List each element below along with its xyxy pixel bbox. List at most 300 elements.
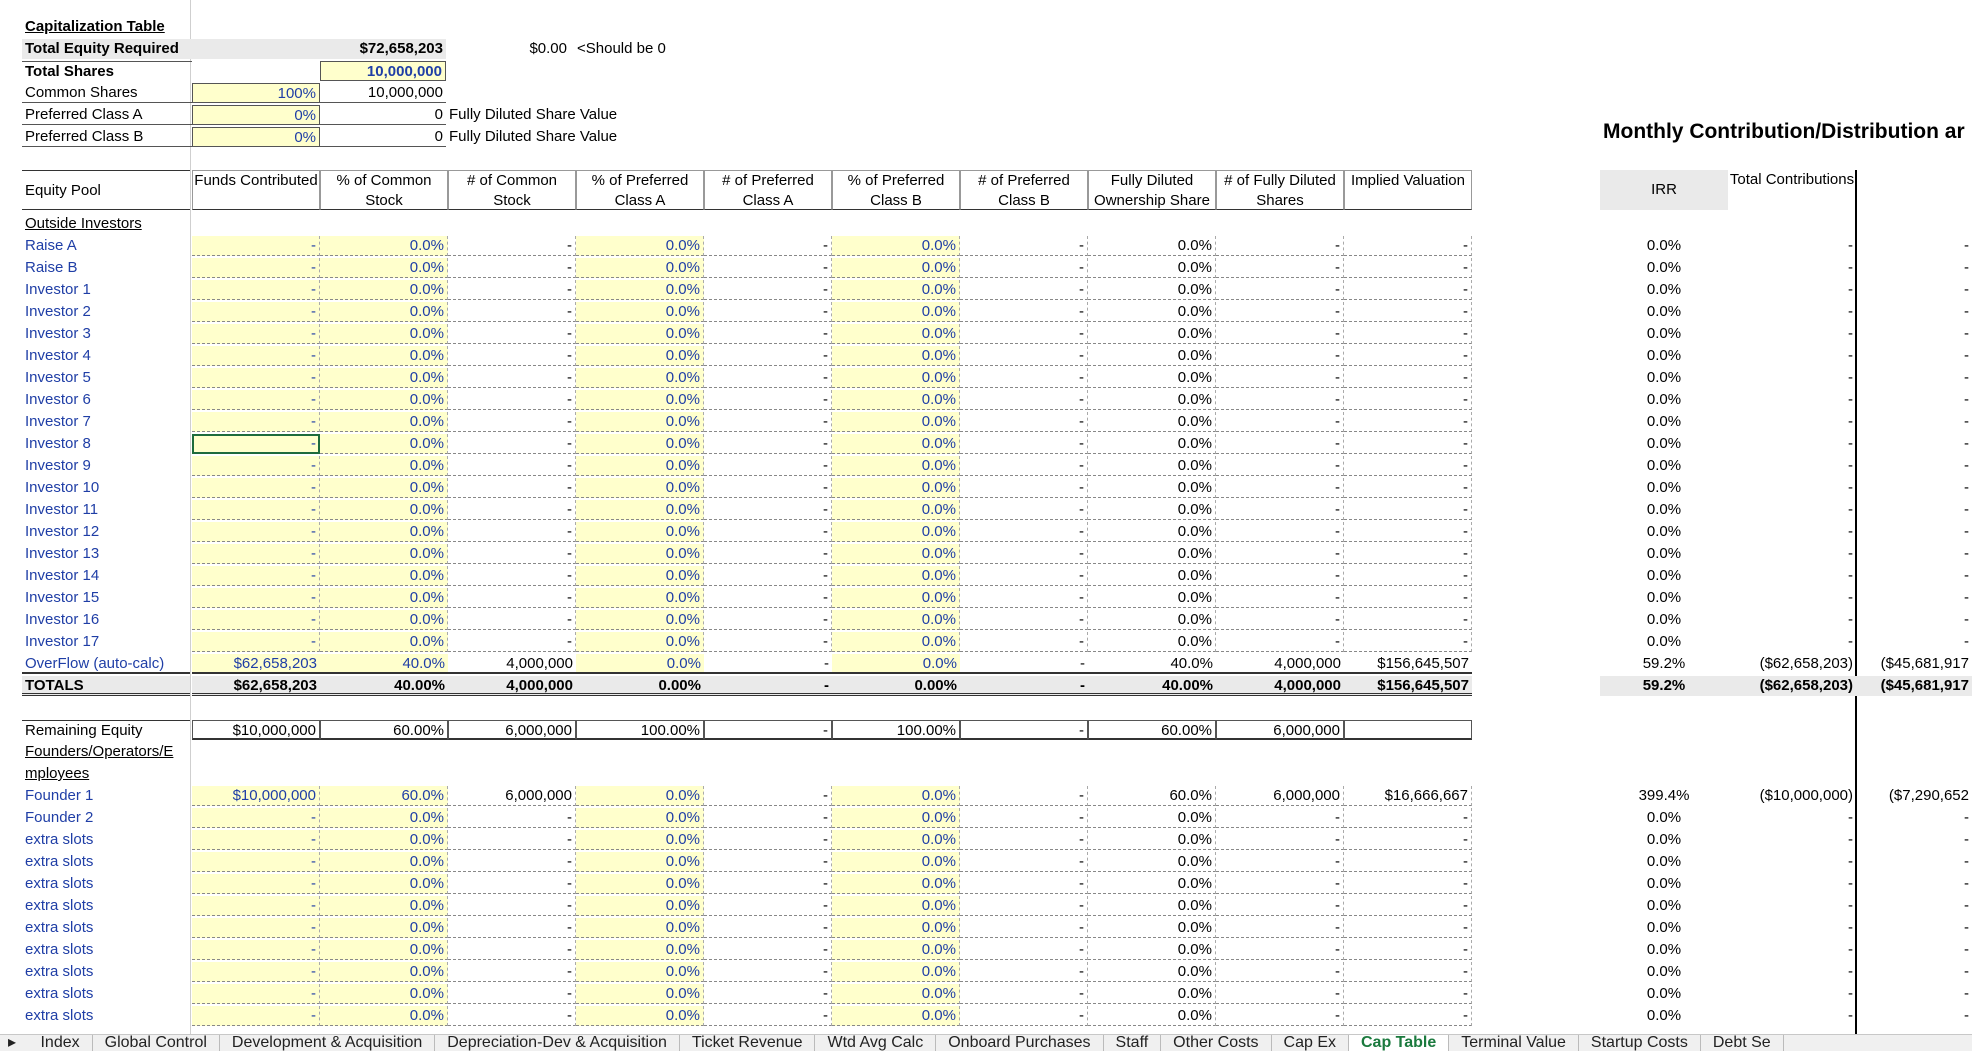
table-cell: - <box>448 588 576 608</box>
sheet-tab[interactable]: Terminal Value <box>1449 1035 1579 1051</box>
table-cell[interactable]: 0.0% <box>832 786 960 806</box>
table-cell: - <box>448 302 576 322</box>
row-label[interactable]: OverFlow (auto-calc) <box>22 654 190 674</box>
table-cell[interactable]: 0.0% <box>320 874 448 894</box>
table-cell: - <box>704 280 832 300</box>
table-cell: - <box>1216 412 1344 432</box>
table-cell[interactable]: 0.0% <box>832 830 960 850</box>
column-header: Fully Diluted Ownership Share <box>1088 170 1216 210</box>
table-cell[interactable]: 0.0% <box>832 412 960 432</box>
distribution-cell: - <box>1964 875 1969 892</box>
table-cell[interactable]: 0.0% <box>320 940 448 960</box>
table-cell[interactable]: 0.0% <box>576 852 704 872</box>
table-cell[interactable]: 0.0% <box>576 434 704 454</box>
table-cell: - <box>1216 500 1344 520</box>
table-cell[interactable]: - <box>192 940 320 960</box>
table-cell: - <box>704 720 832 740</box>
table-cell[interactable]: 0.0% <box>320 830 448 850</box>
summary-row-pct[interactable]: 100% <box>192 83 320 103</box>
column-header: # of Fully Diluted Shares <box>1216 170 1344 210</box>
table-cell: - <box>1344 390 1472 410</box>
table-cell[interactable]: 0.0% <box>320 588 448 608</box>
table-cell: 0.0% <box>1088 830 1216 850</box>
table-cell[interactable]: 0.0% <box>832 896 960 916</box>
table-cell[interactable]: 0.0% <box>832 1006 960 1026</box>
table-cell[interactable]: - <box>192 588 320 608</box>
distribution-cell: - <box>1964 919 1969 936</box>
distribution-cell: - <box>1964 831 1969 848</box>
row-label[interactable]: Investor 9 <box>25 457 91 474</box>
table-cell[interactable]: 0.0% <box>320 544 448 564</box>
table-cell[interactable]: 0.0% <box>320 346 448 366</box>
table-cell[interactable]: - <box>192 874 320 894</box>
table-cell: 0.0% <box>1088 962 1216 982</box>
table-cell[interactable]: 0.0% <box>320 808 448 828</box>
table-cell: - <box>1344 346 1472 366</box>
table-cell: 0.00% <box>576 676 704 696</box>
table-cell[interactable]: 0.0% <box>576 830 704 850</box>
table-cell: 4,000,000 <box>448 676 576 696</box>
sheet-tab[interactable]: Onboard Purchases <box>936 1035 1103 1051</box>
distribution-cell: - <box>1964 963 1969 980</box>
table-cell: - <box>960 588 1088 608</box>
sheet-tab[interactable]: Development & Acquisition <box>220 1035 435 1051</box>
table-cell[interactable]: 0.0% <box>576 500 704 520</box>
table-cell: $62,658,203 <box>192 676 320 696</box>
table-cell[interactable]: 0.0% <box>320 236 448 256</box>
table-cell: - <box>1344 434 1472 454</box>
table-cell[interactable]: 0.0% <box>576 280 704 300</box>
table-cell[interactable]: 0.0% <box>832 478 960 498</box>
table-cell: - <box>448 808 576 828</box>
table-cell[interactable]: - <box>192 962 320 982</box>
table-cell: - <box>704 302 832 322</box>
total-contribution-cell: - <box>1848 237 1853 254</box>
table-cell: - <box>704 390 832 410</box>
irr-cell: 0.0% <box>1646 853 1682 870</box>
table-cell[interactable]: - <box>192 236 320 256</box>
row-label[interactable]: Investor 16 <box>25 611 100 628</box>
table-cell[interactable]: 0.0% <box>832 522 960 542</box>
sheet-tab[interactable]: Index <box>28 1035 92 1051</box>
table-cell[interactable]: - <box>192 478 320 498</box>
table-cell[interactable]: 0.0% <box>832 324 960 344</box>
table-cell[interactable]: 0.0% <box>320 632 448 652</box>
table-cell[interactable]: - <box>192 1006 320 1026</box>
table-cell[interactable]: 0.0% <box>832 610 960 630</box>
table-cell[interactable]: 0.0% <box>320 280 448 300</box>
table-cell: - <box>960 280 1088 300</box>
irr-cell: 0.0% <box>1646 589 1682 606</box>
table-cell[interactable]: - <box>192 808 320 828</box>
table-cell[interactable]: 0.0% <box>320 918 448 938</box>
table-cell: - <box>704 236 832 256</box>
table-cell: 60.0% <box>1088 786 1216 806</box>
table-cell: - <box>448 346 576 366</box>
sheet-tab[interactable]: Global Control <box>93 1035 220 1051</box>
table-cell: - <box>704 940 832 960</box>
table-cell: - <box>960 984 1088 1004</box>
table-cell[interactable]: 0.0% <box>576 918 704 938</box>
table-cell[interactable]: - <box>192 434 320 454</box>
table-cell[interactable]: - <box>192 258 320 278</box>
table-cell: - <box>704 676 832 696</box>
table-cell[interactable]: 0.0% <box>320 390 448 410</box>
table-cell: - <box>1344 258 1472 278</box>
table-cell[interactable]: 0.0% <box>576 786 704 806</box>
table-cell[interactable]: - <box>192 896 320 916</box>
table-cell[interactable]: 0.0% <box>320 566 448 586</box>
table-cell[interactable]: - <box>192 324 320 344</box>
column-header: # of Common Stock <box>448 170 576 210</box>
table-cell[interactable]: 0.0% <box>576 588 704 608</box>
distribution-cell: - <box>1964 303 1969 320</box>
row-label[interactable]: Investor 10 <box>25 479 100 496</box>
table-cell: - <box>448 478 576 498</box>
table-cell: - <box>1344 522 1472 542</box>
table-cell[interactable]: 0.0% <box>320 258 448 278</box>
distribution-cell: ($45,681,917 <box>1880 655 1969 672</box>
table-cell: - <box>960 302 1088 322</box>
row-label[interactable]: extra slots <box>25 853 94 870</box>
table-cell: - <box>960 456 1088 476</box>
distribution-cell: - <box>1964 369 1969 386</box>
sheet-tab[interactable]: Cap Table <box>1349 1035 1449 1051</box>
table-cell: - <box>1344 236 1472 256</box>
table-cell: - <box>704 984 832 1004</box>
table-cell <box>1344 720 1472 740</box>
sheet-tab[interactable]: Other Costs <box>1161 1035 1271 1051</box>
row-label[interactable]: Investor 11 <box>25 501 99 518</box>
table-cell[interactable]: 0.0% <box>576 346 704 366</box>
table-cell: - <box>1216 566 1344 586</box>
table-cell: - <box>448 1006 576 1026</box>
table-cell[interactable]: 0.0% <box>320 500 448 520</box>
table-cell: - <box>960 896 1088 916</box>
table-cell[interactable]: - <box>192 346 320 366</box>
table-cell[interactable]: 0.0% <box>832 236 960 256</box>
table-cell: - <box>704 588 832 608</box>
table-cell: - <box>704 258 832 278</box>
row-label[interactable]: Investor 2 <box>25 303 91 320</box>
table-cell: - <box>704 544 832 564</box>
table-cell[interactable]: - <box>192 390 320 410</box>
table-cell[interactable]: 0.0% <box>832 280 960 300</box>
table-cell[interactable]: 0.0% <box>832 368 960 388</box>
table-cell[interactable]: 0.0% <box>320 434 448 454</box>
row-label[interactable]: extra slots <box>25 919 94 936</box>
table-cell[interactable]: 0.0% <box>576 1006 704 1026</box>
row-label[interactable]: Investor 17 <box>25 633 100 650</box>
table-cell: - <box>1344 412 1472 432</box>
irr-cell: 0.0% <box>1646 303 1682 320</box>
table-cell: 0.0% <box>1088 522 1216 542</box>
table-cell: $10,000,000 <box>192 720 320 740</box>
table-cell[interactable]: 0.0% <box>576 236 704 256</box>
table-cell[interactable]: 0.0% <box>576 412 704 432</box>
table-cell[interactable]: 0.0% <box>576 302 704 322</box>
summary-row-pct[interactable]: 0% <box>192 127 320 147</box>
total-contribution-cell: - <box>1848 545 1853 562</box>
table-cell[interactable]: 0.0% <box>832 434 960 454</box>
table-cell: - <box>1344 588 1472 608</box>
table-cell[interactable]: - <box>192 522 320 542</box>
table-cell: - <box>1216 896 1344 916</box>
row-label[interactable]: extra slots <box>25 875 94 892</box>
table-cell[interactable]: 0.0% <box>576 456 704 476</box>
table-cell[interactable]: 0.0% <box>576 896 704 916</box>
row-label[interactable]: Founder 2 <box>25 809 94 826</box>
table-cell: - <box>1344 280 1472 300</box>
table-cell: - <box>1344 368 1472 388</box>
table-cell[interactable]: 0.0% <box>576 258 704 278</box>
table-cell[interactable]: 0.0% <box>832 258 960 278</box>
total-shares-value[interactable]: 10,000,000 <box>320 61 446 81</box>
table-cell[interactable]: 0.0% <box>320 478 448 498</box>
table-cell[interactable]: 0.0% <box>320 412 448 432</box>
distribution-cell: - <box>1964 457 1969 474</box>
total-contribution-cell: - <box>1848 369 1853 386</box>
table-cell: - <box>448 324 576 344</box>
row-label[interactable]: Raise B <box>25 259 78 276</box>
summary-row-note: Fully Diluted Share Value <box>449 128 618 145</box>
table-cell[interactable]: 0.0% <box>320 1006 448 1026</box>
row-label[interactable]: Investor 12 <box>25 523 100 540</box>
total-contribution-cell: - <box>1848 611 1853 628</box>
table-cell[interactable]: 0.0% <box>576 632 704 652</box>
table-cell[interactable]: 0.0% <box>832 874 960 894</box>
table-cell[interactable]: 0.0% <box>832 808 960 828</box>
total-contribution-cell: ($62,658,203) <box>1759 655 1853 672</box>
table-cell: - <box>1344 610 1472 630</box>
section-founders-cont: mployees <box>25 765 90 782</box>
sheet-tab[interactable]: Cap Ex <box>1272 1035 1349 1051</box>
table-cell: - <box>1216 368 1344 388</box>
total-contribution-cell: - <box>1848 391 1853 408</box>
table-cell[interactable]: - <box>192 566 320 586</box>
table-cell[interactable]: 0.0% <box>832 852 960 872</box>
table-cell[interactable]: 0.0% <box>320 984 448 1004</box>
table-cell: - <box>1216 434 1344 454</box>
table-cell: 0.0% <box>1088 456 1216 476</box>
side-panel-title: Monthly Contribution/Distribution ar <box>1603 120 1965 143</box>
table-cell: - <box>1344 500 1472 520</box>
table-cell: - <box>1216 852 1344 872</box>
total-contribution-cell: - <box>1848 941 1853 958</box>
table-cell[interactable]: 0.0% <box>832 632 960 652</box>
table-cell[interactable]: 0.0% <box>576 478 704 498</box>
table-cell: - <box>1216 544 1344 564</box>
row-label[interactable]: extra slots <box>25 831 94 848</box>
row-label[interactable]: Investor 7 <box>25 413 91 430</box>
table-cell[interactable]: 0.0% <box>576 808 704 828</box>
tab-scroll-icon[interactable]: ▸ <box>8 1034 17 1051</box>
table-cell: - <box>960 676 1088 696</box>
table-cell: - <box>1216 918 1344 938</box>
table-cell[interactable]: - <box>192 368 320 388</box>
table-cell[interactable]: 0.0% <box>320 610 448 630</box>
irr-cell: 0.0% <box>1646 831 1682 848</box>
irr-cell: 0.0% <box>1646 347 1682 364</box>
total-contribution-cell: - <box>1848 985 1853 1002</box>
row-label[interactable]: extra slots <box>25 1007 94 1024</box>
table-cell[interactable]: 0.0% <box>832 566 960 586</box>
table-cell[interactable]: 0.0% <box>320 302 448 322</box>
table-cell: - <box>960 786 1088 806</box>
table-cell: 0.0% <box>1088 984 1216 1004</box>
irr-cell: 0.0% <box>1646 523 1682 540</box>
irr-cell: 0.0% <box>1646 259 1682 276</box>
row-label[interactable]: Founder 1 <box>25 787 94 804</box>
table-cell[interactable]: - <box>192 544 320 564</box>
table-cell[interactable]: 0.0% <box>832 962 960 982</box>
table-cell[interactable]: 60.0% <box>320 786 448 806</box>
row-label[interactable]: extra slots <box>25 941 94 958</box>
row-label[interactable]: Investor 8 <box>25 435 91 452</box>
table-cell: 0.0% <box>1088 874 1216 894</box>
total-contribution-cell: - <box>1848 633 1853 650</box>
table-cell[interactable]: 0.0% <box>576 522 704 542</box>
table-cell[interactable]: 0.0% <box>832 500 960 520</box>
table-cell[interactable]: 0.0% <box>320 522 448 542</box>
table-cell: - <box>704 610 832 630</box>
table-cell: - <box>1216 302 1344 322</box>
table-cell[interactable]: 0.0% <box>320 896 448 916</box>
total-contribution-cell: - <box>1848 853 1853 870</box>
irr-cell: 0.0% <box>1646 963 1682 980</box>
sheet-tab[interactable]: Debt Se <box>1701 1035 1784 1051</box>
table-cell: - <box>1216 236 1344 256</box>
table-cell: - <box>448 236 576 256</box>
distribution-cell: - <box>1964 897 1969 914</box>
row-label[interactable]: Investor 4 <box>25 347 91 364</box>
table-cell[interactable]: 0.0% <box>576 566 704 586</box>
table-cell: - <box>1344 456 1472 476</box>
table-cell[interactable]: 0.0% <box>832 918 960 938</box>
table-cell: - <box>448 368 576 388</box>
table-cell: - <box>704 896 832 916</box>
table-cell: - <box>448 522 576 542</box>
table-cell: - <box>1216 456 1344 476</box>
table-cell[interactable]: - <box>192 852 320 872</box>
table-cell[interactable]: - <box>192 280 320 300</box>
row-label[interactable]: Investor 13 <box>25 545 100 562</box>
row-label[interactable]: Investor 5 <box>25 369 91 386</box>
table-cell[interactable]: 0.0% <box>576 984 704 1004</box>
total-equity-value: $72,658,203 <box>192 39 446 59</box>
table-cell[interactable]: - <box>192 984 320 1004</box>
table-cell: - <box>1216 522 1344 542</box>
summary-row-pct[interactable]: 0% <box>192 105 320 125</box>
table-cell[interactable]: 0.0% <box>576 368 704 388</box>
table-cell[interactable]: 0.0% <box>832 588 960 608</box>
table-cell[interactable]: 0.0% <box>576 390 704 410</box>
table-cell: 0.0% <box>1088 478 1216 498</box>
table-cell[interactable]: - <box>192 610 320 630</box>
table-cell[interactable]: 0.0% <box>320 962 448 982</box>
table-cell: - <box>704 434 832 454</box>
table-cell[interactable]: 0.0% <box>832 390 960 410</box>
table-cell[interactable]: - <box>192 412 320 432</box>
table-cell[interactable]: 0.0% <box>320 368 448 388</box>
table-cell[interactable]: 0.0% <box>576 610 704 630</box>
table-cell: 100.00% <box>832 720 960 740</box>
table-cell[interactable]: - <box>192 632 320 652</box>
table-cell[interactable]: $10,000,000 <box>192 786 320 806</box>
row-label[interactable]: extra slots <box>25 985 94 1002</box>
table-cell[interactable]: 0.0% <box>832 544 960 564</box>
irr-cell: 0.0% <box>1646 435 1682 452</box>
total-contribution-cell: - <box>1848 831 1853 848</box>
table-cell[interactable]: - <box>192 456 320 476</box>
total-contribution-cell: - <box>1848 919 1853 936</box>
table-cell: 0.0% <box>1088 940 1216 960</box>
row-label[interactable]: Investor 1 <box>25 281 91 298</box>
table-cell[interactable]: 0.0% <box>320 324 448 344</box>
sheet-tab[interactable]: Startup Costs <box>1579 1035 1701 1051</box>
row-label[interactable]: Investor 14 <box>25 567 100 584</box>
table-cell[interactable]: 0.0% <box>320 852 448 872</box>
summary-row-value: 10,000,000 <box>320 83 446 103</box>
distribution-cell: - <box>1964 545 1969 562</box>
table-cell[interactable]: 40.0% <box>320 654 448 674</box>
irr-cell: 59.2% <box>1600 676 1728 696</box>
table-cell: - <box>960 632 1088 652</box>
table-cell: - <box>960 610 1088 630</box>
row-label[interactable]: Investor 3 <box>25 325 91 342</box>
row-label[interactable]: Investor 6 <box>25 391 91 408</box>
table-cell[interactable]: - <box>192 500 320 520</box>
table-cell[interactable]: 0.0% <box>832 654 960 674</box>
table-cell[interactable]: 0.0% <box>576 544 704 564</box>
summary-row-value: 0 <box>320 105 446 125</box>
table-cell[interactable]: 0.0% <box>832 940 960 960</box>
table-cell[interactable]: 0.0% <box>832 984 960 1004</box>
table-cell: 0.0% <box>1088 544 1216 564</box>
total-contribution-cell: ($10,000,000) <box>1759 787 1853 804</box>
total-contribution-cell: - <box>1848 897 1853 914</box>
column-header: % of Preferred Class A <box>576 170 704 210</box>
table-cell[interactable]: - <box>192 918 320 938</box>
sheet-tab[interactable]: Ticket Revenue <box>680 1035 816 1051</box>
table-cell[interactable]: 0.0% <box>576 962 704 982</box>
table-cell[interactable]: $62,658,203 <box>192 654 320 674</box>
table-cell[interactable]: 0.0% <box>832 346 960 366</box>
table-cell: - <box>1216 962 1344 982</box>
distribution-cell: - <box>1964 479 1969 496</box>
row-label[interactable]: extra slots <box>25 897 94 914</box>
distribution-cell: - <box>1964 985 1969 1002</box>
table-cell[interactable]: - <box>192 302 320 322</box>
table-cell[interactable]: 0.0% <box>832 302 960 322</box>
table-cell[interactable]: 0.0% <box>576 324 704 344</box>
table-cell: 0.0% <box>1088 434 1216 454</box>
table-cell[interactable]: 0.0% <box>320 456 448 476</box>
sheet-tab[interactable]: Wtd Avg Calc <box>815 1035 936 1051</box>
sheet-tab[interactable]: Depreciation-Dev & Acquisition <box>435 1035 680 1051</box>
irr-cell: 0.0% <box>1646 985 1682 1002</box>
sheet-tab[interactable]: Staff <box>1104 1035 1162 1051</box>
table-cell[interactable]: 0.0% <box>576 874 704 894</box>
table-cell: 0.0% <box>1088 610 1216 630</box>
row-label[interactable]: Raise A <box>25 237 77 254</box>
table-cell[interactable]: - <box>192 830 320 850</box>
row-label[interactable]: extra slots <box>25 963 94 980</box>
row-label[interactable]: Investor 15 <box>25 589 100 606</box>
table-cell[interactable]: 0.0% <box>576 654 704 674</box>
table-cell[interactable]: 0.0% <box>576 940 704 960</box>
table-cell[interactable]: 0.0% <box>832 456 960 476</box>
